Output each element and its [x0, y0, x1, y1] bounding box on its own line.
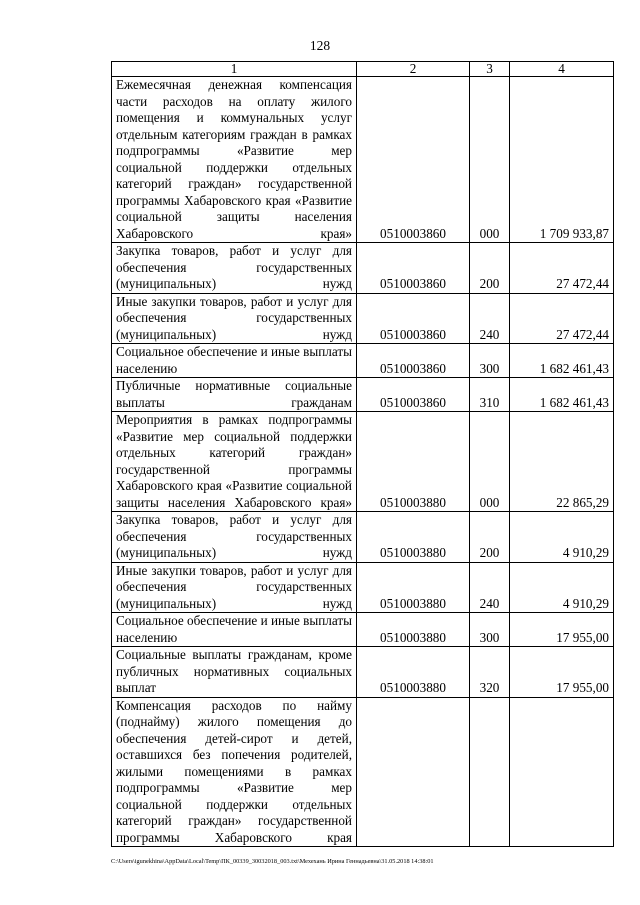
table-row [112, 293, 614, 344]
row-name-cell: Социальное обеспечение и иные выплаты населению [112, 344, 357, 378]
column-header-3: 3 [470, 62, 510, 77]
row-kind-cell: 200 [470, 512, 510, 563]
row-kind-cell: 300 [470, 344, 510, 378]
row-amount-cell: 1 682 461,43 [510, 378, 614, 412]
row-code-cell: 0510003880 [357, 512, 470, 563]
row-name-cell: Публичные нормативные социальные выплаты гражданам [112, 378, 357, 412]
row-name-cell: Иные закупки товаров, работ и услуг для обеспечения государственных (муниципальных) нужд [112, 293, 357, 344]
file-path-footer: C:\Users\igunekhina\AppData\Local\Temp\ПК_00339_30032018_003.txt\Мехехань Ирина Геннадьевна\31.05.2018 14:38:01 [111, 858, 434, 865]
row-kind-cell: 320 [470, 647, 510, 698]
row-name-cell: Закупка товаров, работ и услуг для обеспечения государственных (муниципальных) нужд [112, 243, 357, 294]
row-amount-cell: 27 472,44 [510, 293, 614, 344]
table-row [112, 697, 614, 847]
row-amount-cell: 4 910,29 [510, 562, 614, 613]
row-kind-cell: 310 [470, 378, 510, 412]
row-name-cell: Социальное обеспечение и иные выплаты населению [112, 613, 357, 647]
column-header-1: 1 [112, 62, 357, 77]
table-row [112, 562, 614, 613]
table-row [112, 412, 614, 512]
row-name-cell: Мероприятия в рамках подпрограммы «Развитие мер социальной поддержки отдельных категорий граждан» государственной программы Хабаровского края «Развитие социальной защиты населения Хабаровского края» [112, 412, 357, 512]
row-code-cell: 0510003860 [357, 77, 470, 243]
row-name-cell: Закупка товаров, работ и услуг для обеспечения государственных (муниципальных) нужд [112, 512, 357, 563]
row-code-cell: 0510003880 [357, 647, 470, 698]
table-row [112, 77, 614, 243]
table-row [112, 243, 614, 294]
row-kind-cell: 240 [470, 293, 510, 344]
row-code-cell: 0510003860 [357, 243, 470, 294]
budget-table [111, 61, 614, 847]
page-number: 128 [309, 38, 331, 53]
table-row [112, 647, 614, 698]
row-amount-cell: 1 682 461,43 [510, 344, 614, 378]
row-code-cell: 0510003880 [357, 412, 470, 512]
row-code-cell: 0510003860 [357, 344, 470, 378]
row-amount-cell: 27 472,44 [510, 243, 614, 294]
row-kind-cell: 240 [470, 562, 510, 613]
row-code-cell: 0510003880 [357, 613, 470, 647]
row-name-cell: Ежемесячная денежная компенсация части расходов на оплату жилого помещения и коммунальных услуг отдельным категориям граждан в рамках подпрограммы «Развитие мер социальной поддержки отдельных категорий граждан» государственной программы Хабаровского края «Развитие социальной защиты населения Хабаровского края» [112, 77, 357, 243]
row-amount-cell: 1 709 933,87 [510, 77, 614, 243]
row-code-cell [357, 697, 470, 847]
row-code-cell: 0510003880 [357, 562, 470, 613]
table-row [112, 613, 614, 647]
row-name-cell: Компенсация расходов по найму (поднайму) жилого помещения до обеспечения детей-сирот и детей, оставшихся без попечения родителей, жилыми помещениями в рамках подпрограммы «Развитие мер социальной поддержки отдельных категорий граждан» государственной программы Хабаровского края [112, 697, 357, 847]
table-row [112, 344, 614, 378]
row-amount-cell: 17 955,00 [510, 613, 614, 647]
row-name-cell: Социальные выплаты гражданам, кроме публичных нормативных социальных выплат [112, 647, 357, 698]
row-kind-cell: 200 [470, 243, 510, 294]
row-kind-cell [470, 697, 510, 847]
row-amount-cell [510, 697, 614, 847]
row-amount-cell: 17 955,00 [510, 647, 614, 698]
row-amount-cell: 22 865,29 [510, 412, 614, 512]
row-kind-cell: 000 [470, 77, 510, 243]
row-amount-cell: 4 910,29 [510, 512, 614, 563]
table-row [112, 512, 614, 563]
column-header-2: 2 [357, 62, 470, 77]
row-code-cell: 0510003860 [357, 293, 470, 344]
table-row [112, 378, 614, 412]
row-kind-cell: 000 [470, 412, 510, 512]
row-kind-cell: 300 [470, 613, 510, 647]
table-header-row [112, 62, 614, 77]
row-code-cell: 0510003860 [357, 378, 470, 412]
column-header-4: 4 [510, 62, 614, 77]
row-name-cell: Иные закупки товаров, работ и услуг для обеспечения государственных (муниципальных) нужд [112, 562, 357, 613]
